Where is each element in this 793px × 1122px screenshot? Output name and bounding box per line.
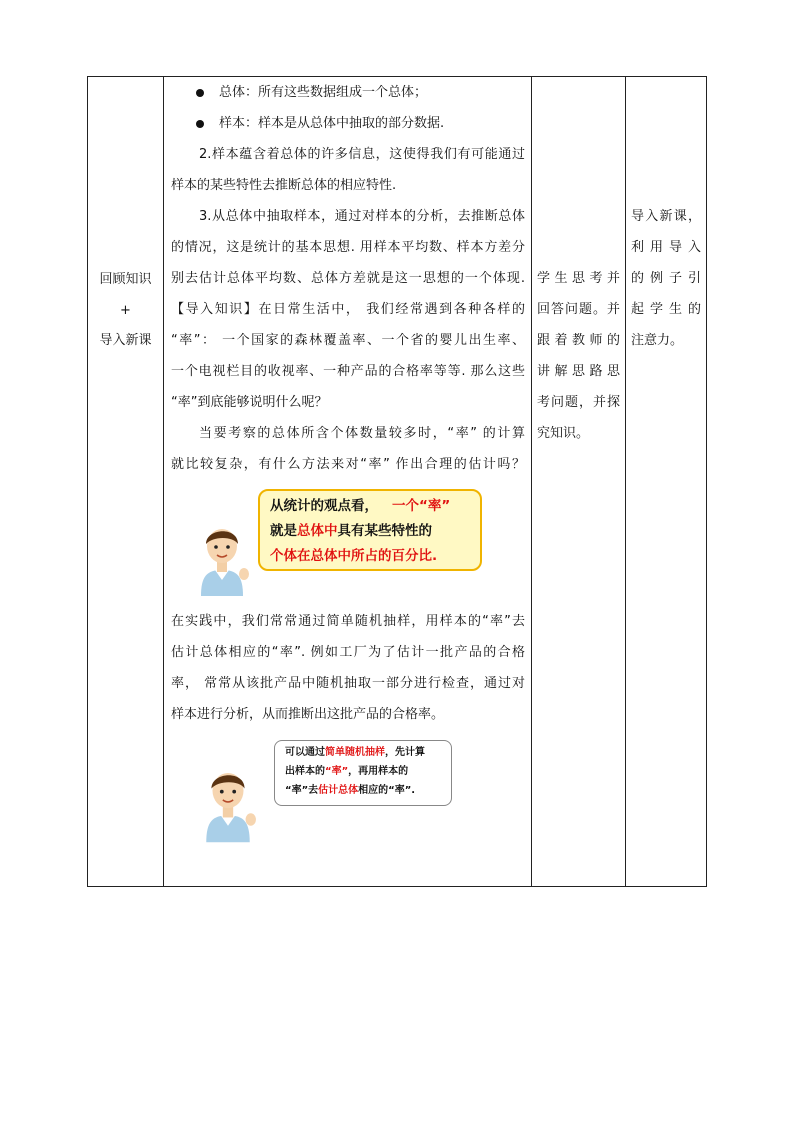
paragraph-line: 样本的某些特性去推断总体的相应特性. <box>171 178 397 193</box>
paragraph-line: 【导入知识】在日常生活中， 我们经常遇到各种各样的 <box>171 302 525 317</box>
paragraph-line: “率”到底能够说明什么呢？ <box>171 395 328 410</box>
student-activity-line: 讲解思路思 <box>537 364 620 379</box>
bubble-highlight: 估计总体 <box>318 785 359 796</box>
student-activity-line: 考问题，并探 <box>537 395 620 410</box>
design-intent-line: 注意力。 <box>631 333 684 348</box>
speech-bubble-rate-definition <box>258 489 482 571</box>
bubble-highlight: 简单随机抽样 <box>325 747 385 758</box>
bubble-highlight: 一个“率” <box>392 498 451 514</box>
bubble-highlight: 个体在总体中所占的百分比. <box>270 548 438 564</box>
stage-label-intro: 导入新课 <box>99 333 152 348</box>
speech-bubble-sampling-tip <box>274 740 452 806</box>
bubble-highlight: 总体中 <box>297 523 338 539</box>
paragraph-line: 别去估计总体平均数、总体方差就是这一思想的一个体现. <box>171 271 525 286</box>
paragraph-line: 2.样本蕴含着总体的许多信息，这使得我们有可能通过 <box>199 147 525 162</box>
design-intent-line: 起学生的 <box>631 302 701 317</box>
student-activity-line: 学生思考并 <box>537 271 620 286</box>
bubble-text: “率”去 <box>285 785 319 796</box>
bullet-sample: 样本：样本是从总体中抽取的部分数据. <box>219 116 445 131</box>
paragraph-line: 的情况，这是统计的基本思想. 用样本平均数、样本方差分 <box>171 240 525 255</box>
bubble-text: 出样本的 <box>285 766 325 777</box>
design-intent-line: 的例子引 <box>631 271 701 286</box>
paragraph-line: 率， 常常从该批产品中随机抽取一部分进行检查，通过对 <box>171 676 525 691</box>
student-activity-line: 究知识。 <box>537 426 590 441</box>
teacher-avatar <box>198 765 258 843</box>
bubble-text: 从统计的观点看， <box>270 498 378 514</box>
paragraph-line: 3.从总体中抽取样本，通过对样本的分析，去推断总体 <box>199 209 525 224</box>
student-activity-line: 回答问题。并 <box>537 302 620 317</box>
bullet-dot <box>196 89 204 97</box>
bullet-dot <box>196 120 204 128</box>
bullet-population: 总体：所有这些数据组成一个总体； <box>219 85 428 100</box>
teacher-avatar <box>193 522 251 596</box>
design-intent-line: 导入新课， <box>631 209 701 224</box>
design-intent-cell <box>626 77 706 886</box>
bubble-text: 可以通过 <box>285 747 325 758</box>
paragraph-line: 估计总体相应的“率”. 例如工厂为了估计一批产品的合格 <box>171 645 525 660</box>
paragraph-line: “率”： 一个国家的森林覆盖率、一个省的婴儿出生率、 <box>171 333 525 348</box>
bubble-highlight: “率” <box>325 766 349 777</box>
student-activity-cell <box>532 77 625 886</box>
content-cell <box>164 77 531 886</box>
bubble-text: ，先计算 <box>385 747 425 758</box>
bubble-text: ，再用样本的 <box>348 766 409 777</box>
stage-label-plus: + <box>120 303 131 318</box>
lesson-table <box>87 76 707 887</box>
design-intent-line: 利用导入 <box>631 240 701 255</box>
paragraph-line: 一个电视栏目的收视率、一种产品的合格率等等. 那么这些 <box>171 364 525 379</box>
paragraph-line: 就比较复杂，有什么方法来对“率” 作出合理的估计吗？ <box>171 457 525 472</box>
bubble-text: 就是 <box>270 523 297 539</box>
bubble-text: 相应的“率”. <box>358 785 416 796</box>
paragraph-line: 样本进行分析，从而推断出这批产品的合格率。 <box>171 707 445 722</box>
stage-cell <box>88 77 163 886</box>
student-activity-line: 跟着教师的 <box>537 333 620 348</box>
bubble-text: 具有某些特性的 <box>337 523 432 539</box>
paragraph-line: 当要考察的总体所含个体数量较多时，“率” 的计算 <box>199 426 525 441</box>
paragraph-line: 在实践中，我们常常通过简单随机抽样，用样本的“率”去 <box>171 614 525 629</box>
stage-label-review: 回顾知识 <box>99 272 152 287</box>
